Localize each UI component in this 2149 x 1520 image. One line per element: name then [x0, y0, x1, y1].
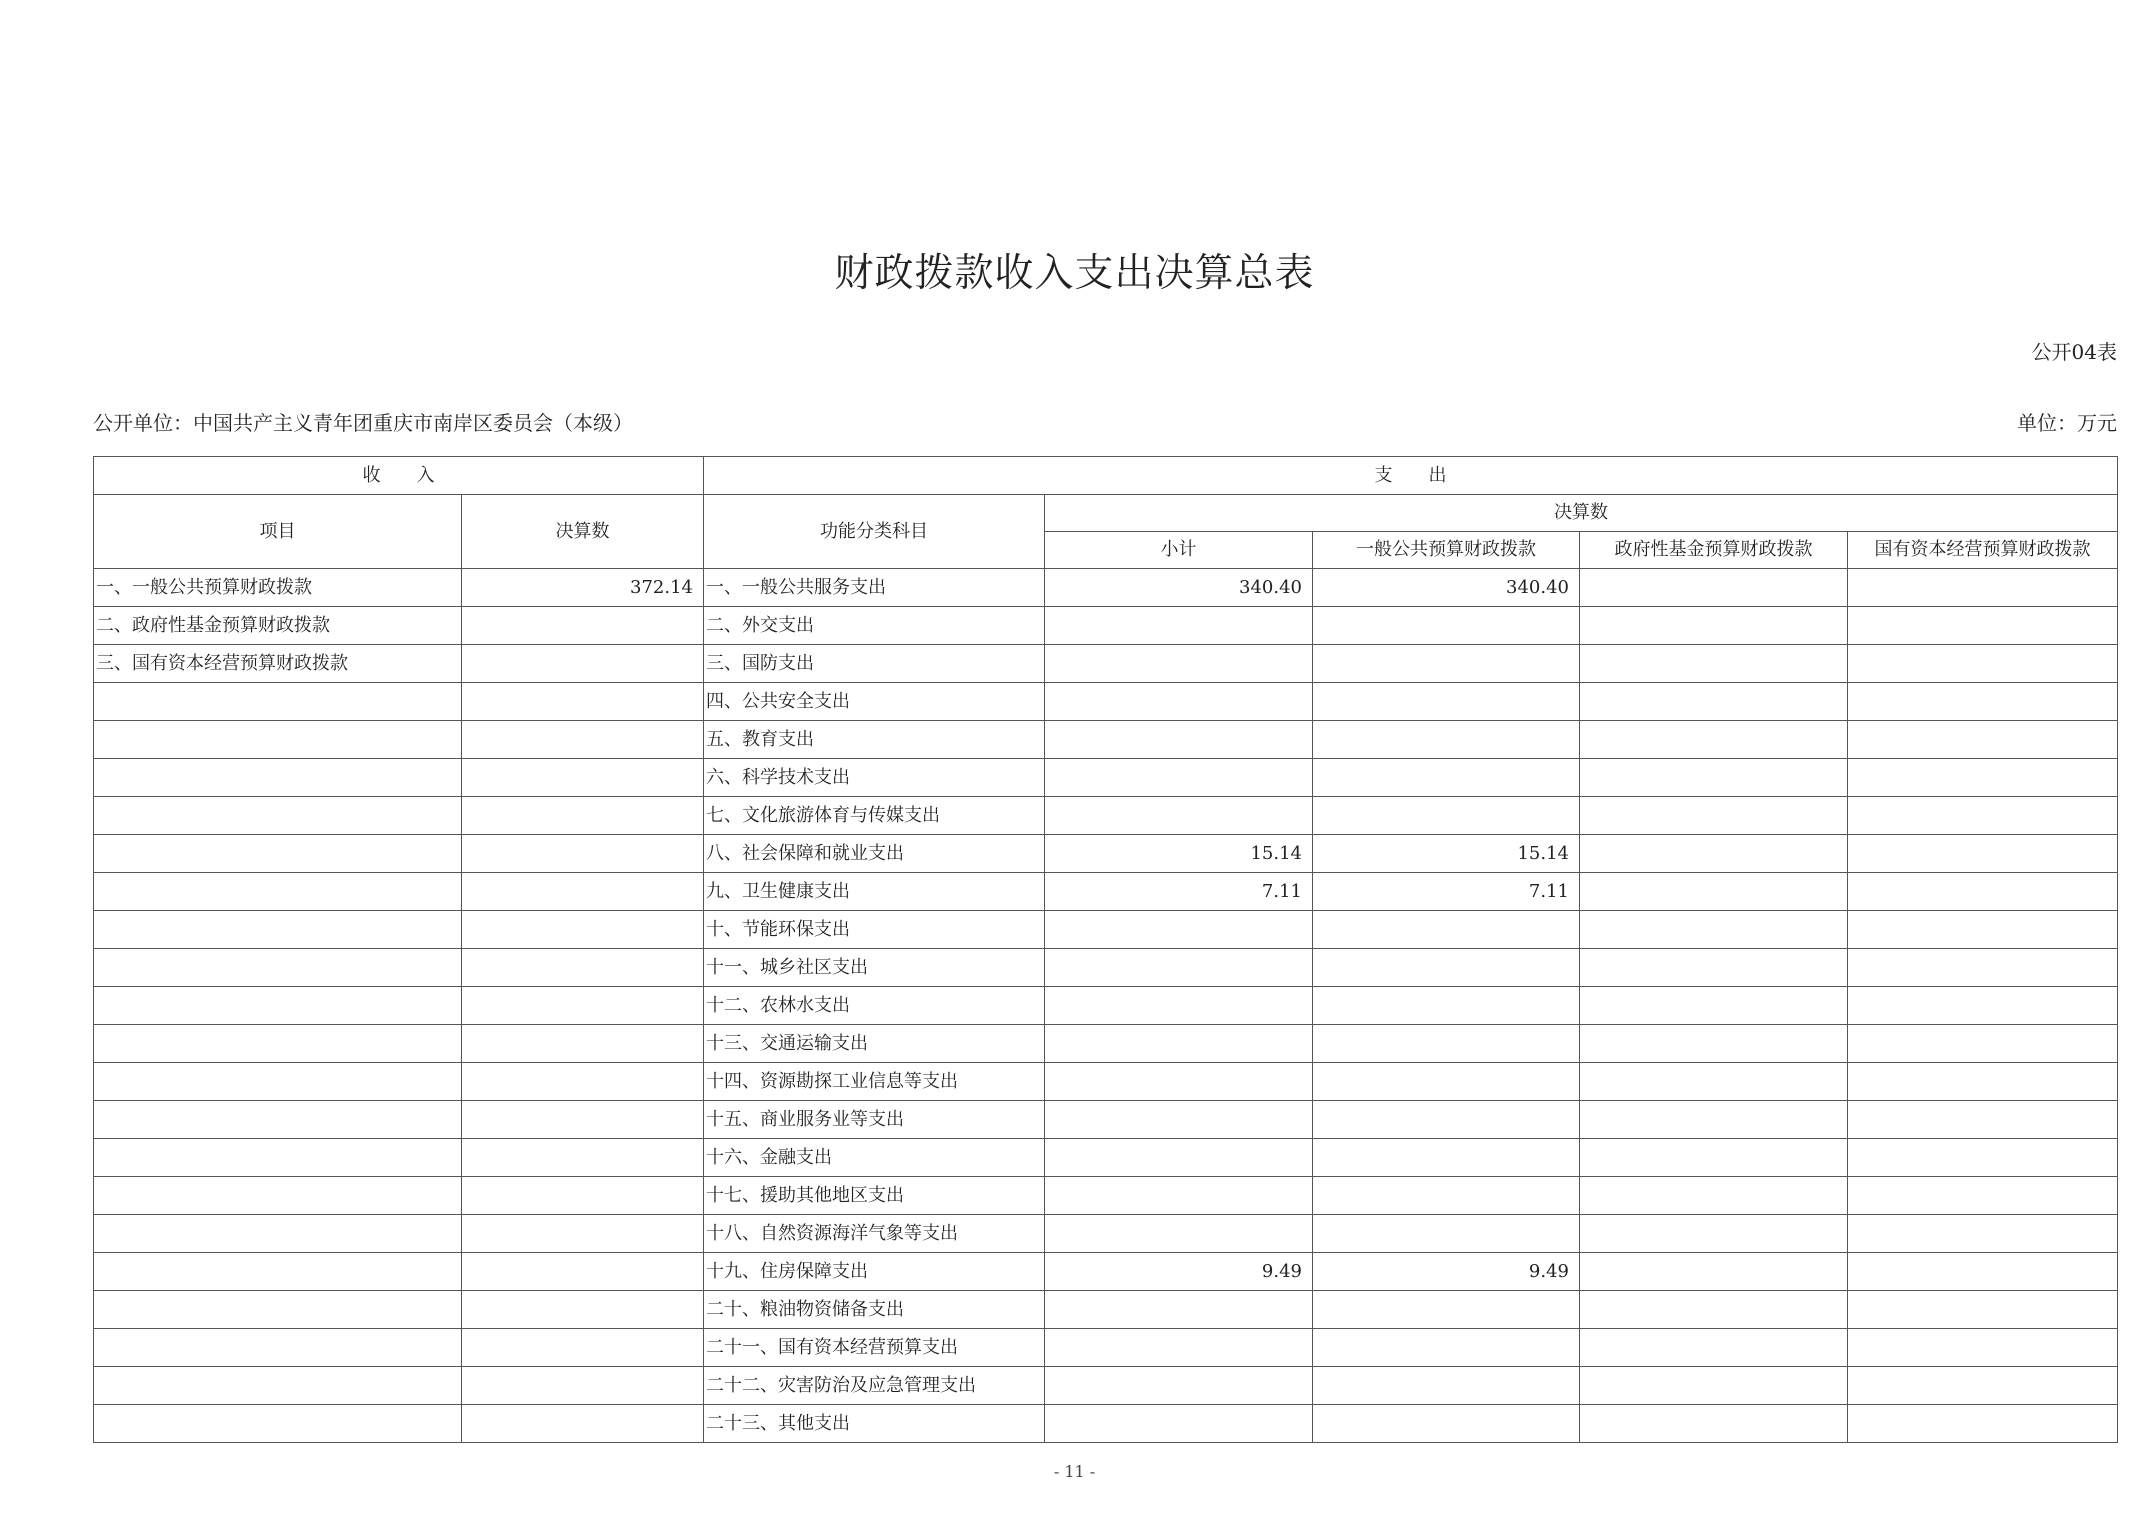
state-capital-cell — [1848, 949, 2118, 987]
function-class-cell: 八、社会保障和就业支出 — [704, 835, 1045, 873]
gov-fund-cell — [1580, 721, 1848, 759]
function-class-cell: 九、卫生健康支出 — [704, 873, 1045, 911]
subtotal-header: 小计 — [1045, 532, 1313, 569]
table-row — [94, 721, 2118, 759]
table-row — [94, 569, 2118, 607]
general-budget-cell — [1313, 1405, 1580, 1443]
general-budget-cell — [1313, 1215, 1580, 1253]
income-item-cell: 一、一般公共预算财政拨款 — [94, 569, 462, 607]
state-capital-cell — [1848, 683, 2118, 721]
table-row — [94, 873, 2118, 911]
general-budget-cell — [1313, 987, 1580, 1025]
gov-fund-cell — [1580, 1177, 1848, 1215]
gov-fund-cell — [1580, 797, 1848, 835]
income-amount-cell — [462, 1101, 704, 1139]
gov-fund-cell — [1580, 1329, 1848, 1367]
income-amount-cell — [462, 1405, 704, 1443]
general-budget-cell — [1313, 1329, 1580, 1367]
income-amount-cell — [462, 1063, 704, 1101]
table-row — [94, 759, 2118, 797]
general-budget-cell — [1313, 1101, 1580, 1139]
gov-fund-cell — [1580, 1139, 1848, 1177]
state-capital-cell — [1848, 835, 2118, 873]
function-class-cell: 四、公共安全支出 — [704, 683, 1045, 721]
general-budget-cell — [1313, 911, 1580, 949]
income-item-cell — [94, 759, 462, 797]
state-capital-cell — [1848, 1367, 2118, 1405]
table-row — [94, 1367, 2118, 1405]
settlement-header: 决算数 — [1045, 495, 2118, 532]
table-row — [94, 1101, 2118, 1139]
state-capital-cell — [1848, 1405, 2118, 1443]
income-amount-cell — [462, 607, 704, 645]
table-row — [94, 1253, 2118, 1291]
table-row — [94, 1063, 2118, 1101]
function-class-cell: 十六、金融支出 — [704, 1139, 1045, 1177]
income-amount-cell — [462, 797, 704, 835]
subtotal-cell — [1045, 1329, 1313, 1367]
general-budget-cell — [1313, 1063, 1580, 1101]
subtotal-cell — [1045, 1025, 1313, 1063]
function-class-cell: 十九、住房保障支出 — [704, 1253, 1045, 1291]
subtotal-cell — [1045, 1177, 1313, 1215]
income-amount-cell — [462, 1025, 704, 1063]
state-capital-cell — [1848, 1025, 2118, 1063]
subtotal-cell — [1045, 1063, 1313, 1101]
general-budget-cell — [1313, 607, 1580, 645]
state-capital-cell — [1848, 911, 2118, 949]
gov-fund-cell — [1580, 949, 1848, 987]
gov-fund-cell — [1580, 1101, 1848, 1139]
function-class-cell: 十三、交通运输支出 — [704, 1025, 1045, 1063]
table-row — [94, 1291, 2118, 1329]
general-budget-cell — [1313, 1367, 1580, 1405]
table-row — [94, 683, 2118, 721]
function-class-cell: 十二、农林水支出 — [704, 987, 1045, 1025]
income-item-cell — [94, 1367, 462, 1405]
income-amount-cell — [462, 911, 704, 949]
income-header: 收 入 — [94, 457, 704, 495]
expense-header: 支 出 — [704, 457, 2118, 495]
gov-fund-cell — [1580, 759, 1848, 797]
income-amount-cell — [462, 873, 704, 911]
function-class-cell: 二十、粮油物资储备支出 — [704, 1291, 1045, 1329]
general-budget-cell — [1313, 949, 1580, 987]
income-amount-cell — [462, 1329, 704, 1367]
income-item-cell — [94, 1063, 462, 1101]
state-capital-cell — [1848, 1063, 2118, 1101]
general-budget-cell — [1313, 1291, 1580, 1329]
income-item-cell — [94, 1215, 462, 1253]
general-budget-cell — [1313, 645, 1580, 683]
state-capital-cell — [1848, 645, 2118, 683]
table-row — [94, 645, 2118, 683]
general-budget-header: 一般公共预算财政拨款 — [1313, 532, 1580, 569]
gov-fund-cell — [1580, 683, 1848, 721]
general-budget-cell — [1313, 683, 1580, 721]
general-budget-cell: 15.14 — [1313, 835, 1580, 873]
income-amount-cell — [462, 949, 704, 987]
subtotal-cell: 340.40 — [1045, 569, 1313, 607]
income-item-cell — [94, 1329, 462, 1367]
income-item-cell: 三、国有资本经营预算财政拨款 — [94, 645, 462, 683]
table-row — [94, 987, 2118, 1025]
general-budget-cell — [1313, 797, 1580, 835]
gov-fund-cell — [1580, 1253, 1848, 1291]
income-item-cell — [94, 1291, 462, 1329]
function-class-cell: 十七、援助其他地区支出 — [704, 1177, 1045, 1215]
income-item-cell — [94, 911, 462, 949]
state-capital-cell — [1848, 1177, 2118, 1215]
subtotal-cell — [1045, 1405, 1313, 1443]
income-amount-cell — [462, 1367, 704, 1405]
item-header: 项目 — [94, 495, 462, 569]
income-item-cell — [94, 1253, 462, 1291]
form-number: 公开04表 — [2031, 340, 2117, 364]
subtotal-cell — [1045, 949, 1313, 987]
gov-fund-cell — [1580, 1215, 1848, 1253]
state-capital-cell — [1848, 1291, 2118, 1329]
income-amount-cell — [462, 759, 704, 797]
income-item-cell — [94, 1025, 462, 1063]
general-budget-cell — [1313, 1025, 1580, 1063]
income-item-cell: 二、政府性基金预算财政拨款 — [94, 607, 462, 645]
subtotal-cell: 9.49 — [1045, 1253, 1313, 1291]
income-item-cell — [94, 1177, 462, 1215]
function-class-cell: 十一、城乡社区支出 — [704, 949, 1045, 987]
subtotal-cell — [1045, 759, 1313, 797]
income-item-cell — [94, 721, 462, 759]
income-item-cell — [94, 683, 462, 721]
function-class-cell: 六、科学技术支出 — [704, 759, 1045, 797]
table-row — [94, 1215, 2118, 1253]
income-amount-cell: 372.14 — [462, 569, 704, 607]
subtotal-cell — [1045, 1101, 1313, 1139]
income-amount-cell — [462, 987, 704, 1025]
income-item-cell — [94, 949, 462, 987]
table-row — [94, 1329, 2118, 1367]
state-capital-cell — [1848, 721, 2118, 759]
gov-fund-cell — [1580, 1291, 1848, 1329]
subtotal-cell: 15.14 — [1045, 835, 1313, 873]
subtotal-cell — [1045, 797, 1313, 835]
general-budget-cell — [1313, 759, 1580, 797]
income-item-cell — [94, 797, 462, 835]
function-class-cell: 一、一般公共服务支出 — [704, 569, 1045, 607]
subtotal-cell — [1045, 1139, 1313, 1177]
income-amount-cell — [462, 1215, 704, 1253]
state-capital-cell — [1848, 987, 2118, 1025]
amount-header: 决算数 — [462, 495, 704, 569]
general-budget-cell: 340.40 — [1313, 569, 1580, 607]
state-capital-cell — [1848, 1329, 2118, 1367]
gov-fund-cell — [1580, 1367, 1848, 1405]
subtotal-cell — [1045, 645, 1313, 683]
state-capital-cell — [1848, 873, 2118, 911]
state-capital-cell — [1848, 1215, 2118, 1253]
income-amount-cell — [462, 1291, 704, 1329]
income-amount-cell — [462, 835, 704, 873]
gov-fund-cell — [1580, 1025, 1848, 1063]
income-amount-cell — [462, 721, 704, 759]
subtotal-cell: 7.11 — [1045, 873, 1313, 911]
function-class-cell: 十四、资源勘探工业信息等支出 — [704, 1063, 1045, 1101]
currency-unit: 单位：万元 — [2017, 411, 2117, 435]
table-row — [94, 1025, 2118, 1063]
table-row — [94, 797, 2118, 835]
state-capital-cell — [1848, 759, 2118, 797]
general-budget-cell: 7.11 — [1313, 873, 1580, 911]
page-title: 财政拨款收入支出决算总表 — [834, 251, 1315, 296]
function-class-cell: 二十三、其他支出 — [704, 1405, 1045, 1443]
gov-fund-cell — [1580, 1063, 1848, 1101]
function-class-cell: 二十二、灾害防治及应急管理支出 — [704, 1367, 1045, 1405]
state-capital-cell — [1848, 569, 2118, 607]
income-item-cell — [94, 987, 462, 1025]
income-item-cell — [94, 1139, 462, 1177]
publishing-unit: 公开单位：中国共产主义青年团重庆市南岸区委员会（本级） — [93, 411, 633, 435]
general-budget-cell — [1313, 1177, 1580, 1215]
subtotal-cell — [1045, 607, 1313, 645]
income-item-cell — [94, 1101, 462, 1139]
income-amount-cell — [462, 645, 704, 683]
state-capital-cell — [1848, 797, 2118, 835]
general-budget-cell: 9.49 — [1313, 1253, 1580, 1291]
function-class-cell: 十八、自然资源海洋气象等支出 — [704, 1215, 1045, 1253]
income-amount-cell — [462, 1139, 704, 1177]
gov-fund-header: 政府性基金预算财政拨款 — [1580, 532, 1848, 569]
state-capital-cell — [1848, 1139, 2118, 1177]
function-class-cell: 十、节能环保支出 — [704, 911, 1045, 949]
table-row — [94, 607, 2118, 645]
income-amount-cell — [462, 1253, 704, 1291]
table-row — [94, 911, 2118, 949]
gov-fund-cell — [1580, 911, 1848, 949]
state-capital-cell — [1848, 1101, 2118, 1139]
subtotal-cell — [1045, 683, 1313, 721]
income-item-cell — [94, 835, 462, 873]
general-budget-cell — [1313, 721, 1580, 759]
general-budget-cell — [1313, 1139, 1580, 1177]
income-item-cell — [94, 873, 462, 911]
page-number: - 11 - — [1053, 1462, 1096, 1481]
function-class-cell: 十五、商业服务业等支出 — [704, 1101, 1045, 1139]
gov-fund-cell — [1580, 645, 1848, 683]
function-class-cell: 三、国防支出 — [704, 645, 1045, 683]
gov-fund-cell — [1580, 607, 1848, 645]
subtotal-cell — [1045, 1291, 1313, 1329]
income-amount-cell — [462, 1177, 704, 1215]
function-class-cell: 二十一、国有资本经营预算支出 — [704, 1329, 1045, 1367]
function-class-cell: 七、文化旅游体育与传媒支出 — [704, 797, 1045, 835]
table-row — [94, 949, 2118, 987]
gov-fund-cell — [1580, 835, 1848, 873]
subtotal-cell — [1045, 1215, 1313, 1253]
state-capital-header: 国有资本经营预算财政拨款 — [1848, 532, 2118, 569]
subtotal-cell — [1045, 721, 1313, 759]
gov-fund-cell — [1580, 987, 1848, 1025]
budget-table — [93, 456, 2118, 1443]
subtotal-cell — [1045, 987, 1313, 1025]
state-capital-cell — [1848, 607, 2118, 645]
gov-fund-cell — [1580, 569, 1848, 607]
table-row — [94, 835, 2118, 873]
subtotal-cell — [1045, 911, 1313, 949]
function-class-cell: 五、教育支出 — [704, 721, 1045, 759]
gov-fund-cell — [1580, 873, 1848, 911]
income-amount-cell — [462, 683, 704, 721]
table-row — [94, 1139, 2118, 1177]
state-capital-cell — [1848, 1253, 2118, 1291]
income-item-cell — [94, 1405, 462, 1443]
table-row — [94, 1405, 2118, 1443]
subtotal-cell — [1045, 1367, 1313, 1405]
table-row — [94, 1177, 2118, 1215]
function-class-cell: 二、外交支出 — [704, 607, 1045, 645]
function-class-header: 功能分类科目 — [704, 495, 1045, 569]
gov-fund-cell — [1580, 1405, 1848, 1443]
